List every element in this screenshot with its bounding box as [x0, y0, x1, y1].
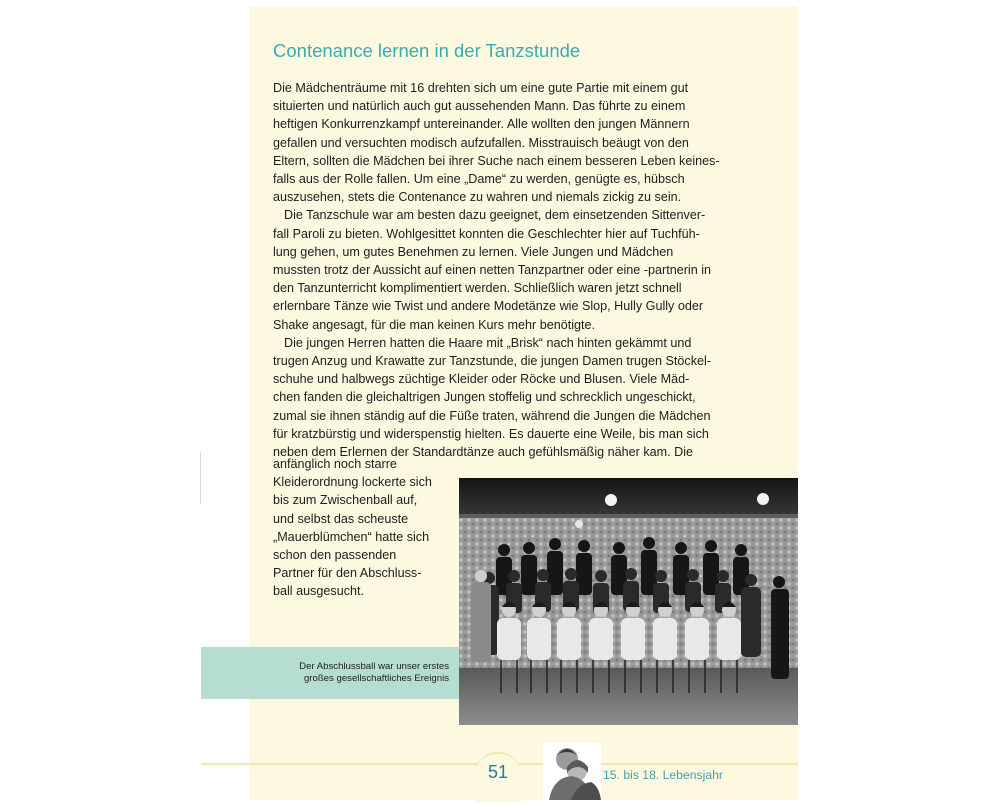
article-line: lung gehen, um gutes Benehmen zu lernen. Viele Jungen und Mädchen [273, 244, 674, 259]
article-line: chen fanden die gleichaltrigen Jungen stoffelig und schrecklich ungeschickt, [273, 390, 696, 405]
dance-class-photo [459, 478, 798, 725]
article-line: für kratzbürstig und widerspenstig hielten. Es dauerte eine Weile, bis man sich [273, 426, 709, 441]
caption-band [201, 647, 459, 699]
article-line: heftigen Konkurrenzkampf untereinander. Alle wollten den jungen Männern [273, 117, 690, 132]
article-title: Contenance lernen in der Tanzstunde [273, 40, 581, 61]
caption-line: großes gesellschaftliches Ereignis [303, 673, 449, 684]
article-line: Die jungen Herren hatten die Haare mit „Brisk“ nach hinten gekämmt und [284, 335, 692, 350]
article-line: falls aus der Rolle fallen. Um eine „Dame“ zu werden, genügte es, hübsch [273, 172, 685, 187]
chapter-label: 15. bis 18. Lebensjahr [603, 768, 723, 782]
article-line: zumal sie ihnen ständig auf die Füße traten, während die Jungen die Mädchen [273, 408, 711, 423]
article-line: schuhe und halbwegs züchtige Kleider oder Röcke und Blusen. Viele Mäd- [273, 372, 690, 387]
article-body [273, 79, 743, 461]
article-line: gefallen und versuchten modisch aufzufallen. Misstrauisch beäugt von den [273, 135, 689, 150]
article-line: ball ausgesucht. [273, 584, 365, 599]
article-line: auszusehen, stets die Contenance zu wahren und niemals zickig zu sein. [273, 190, 682, 205]
article-line: Partner für den Abschluss- [273, 566, 422, 581]
article-line: situierten und natürlich auch gut aussehenden Mann. Das führte zu einem [273, 99, 686, 114]
article-line: den Tanzunterricht komplimentiert werden. Schließlich waren jetzt schnell [273, 281, 682, 296]
article-line: „Mauerblümchen“ hatte sich [273, 529, 430, 544]
article-body-wrap [273, 455, 453, 601]
group-photo-illustration [459, 478, 798, 725]
article-line: erlernbare Tänze wie Twist und andere Modetänze wie Slop, Hully Gully oder [273, 299, 704, 314]
article-line: Kleiderordnung lockerte sich [273, 475, 432, 490]
photo-caption [299, 661, 449, 685]
article-line: und selbst das scheuste [273, 511, 409, 526]
article-line: Eltern, sollten die Mädchen bei ihrer Suche nach einem besseren Leben keines- [273, 153, 720, 168]
article-line: Die Mädchenträume mit 16 drehten sich um eine gute Partie mit einem gut [273, 81, 689, 95]
caption-line: Der Abschlussball war unser erstes [299, 661, 449, 672]
page-number: 51 [487, 762, 509, 782]
article-line: neben dem Erlernen der Standardtänze auch gefühlsmäßig näher kam. Die [273, 445, 694, 460]
article-line: mussten trotz der Aussicht auf einen netten Tanzpartner oder eine -partnerin in [273, 263, 712, 278]
margin-rule [200, 452, 201, 504]
article-line: bis zum Zwischenball auf, [273, 493, 418, 508]
article-line: Shake angesagt, für die man keinen Kurs mehr benötigte. [273, 317, 596, 332]
article-line: trugen Anzug und Krawatte zur Tanzstunde, die jungen Damen trugen Stöckel- [273, 354, 712, 369]
article-line: schon den passenden [273, 548, 397, 563]
couple-photo-thumbnail [543, 743, 601, 800]
article-line: fall Paroli zu bieten. Wohlgesittet konnten die Geschlechter hier auf Tuchfüh- [273, 226, 700, 241]
article-line: Die Tanzschule war am besten dazu geeignet, dem einsetzenden Sittenver- [284, 208, 706, 223]
article-line: anfänglich noch starre [273, 457, 397, 471]
